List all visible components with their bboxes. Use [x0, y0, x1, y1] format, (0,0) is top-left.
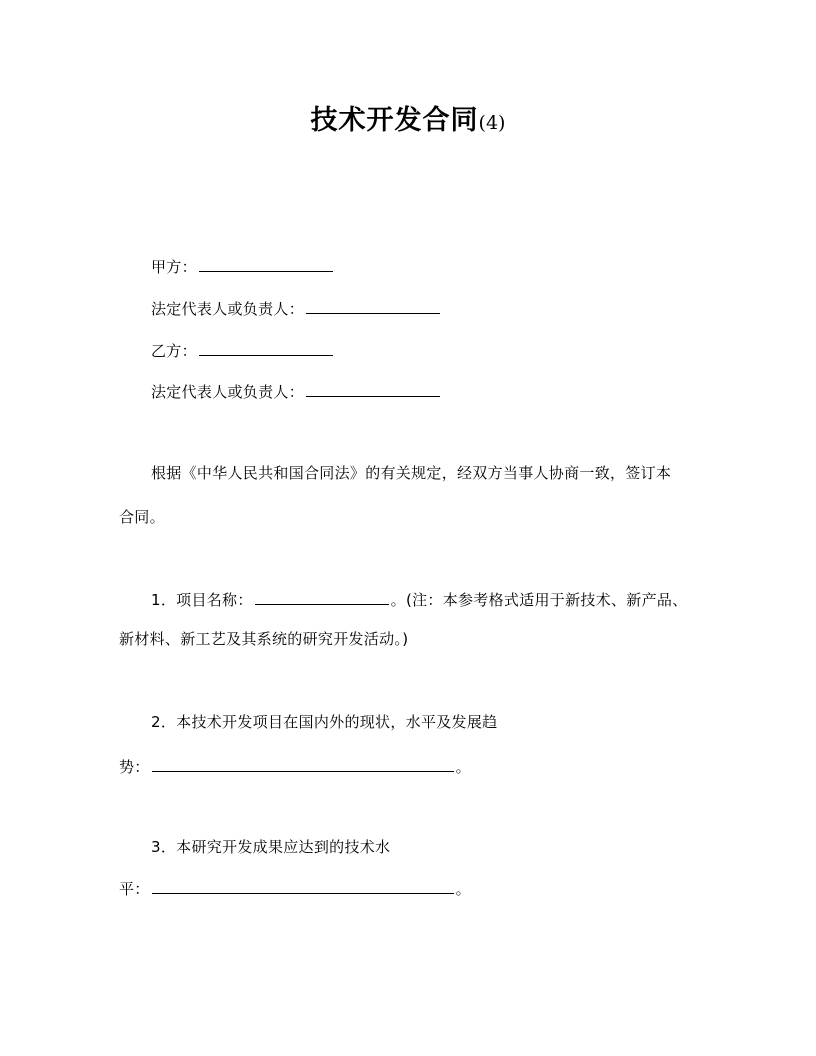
- party-b-rep-line: [151, 381, 442, 401]
- party-b-line: [151, 340, 335, 360]
- item-1-note: 。(注：本参考格式适用于新技术、新产品、: [390, 591, 688, 609]
- party-b-label: 乙方：: [151, 342, 197, 360]
- item-1-line: [151, 589, 688, 609]
- item-3-line-2: [119, 878, 471, 898]
- item-1-line-2: 新材料、新工艺及其系统的研究开发活动。): [119, 630, 409, 648]
- item-1-blank[interactable]: [255, 589, 389, 605]
- preamble-line-2: 合同。: [119, 508, 165, 526]
- item-2-line-2: [119, 756, 471, 776]
- preamble-line-1: 根据《中华人民共和国合同法》的有关规定，经双方当事人协商一致，签订本: [151, 464, 672, 482]
- item-2-suffix: 。: [455, 758, 471, 776]
- party-a-label: 甲方：: [151, 258, 197, 276]
- party-a-line: [151, 256, 335, 276]
- party-b-rep-blank[interactable]: [306, 381, 440, 397]
- party-b-rep-label: 法定代表人或负责人：: [151, 383, 305, 401]
- party-a-rep-blank[interactable]: [306, 298, 440, 314]
- item-3-line-1: 3．本研究开发成果应达到的技术水: [151, 838, 391, 856]
- item-2-line-1: 2．本技术开发项目在国内外的现状，水平及发展趋: [151, 713, 498, 731]
- party-a-rep-line: [151, 298, 442, 318]
- title-suffix: (4): [478, 112, 506, 134]
- party-a-blank[interactable]: [199, 256, 333, 272]
- document-title: [0, 98, 816, 137]
- item-2-blank[interactable]: [152, 756, 454, 772]
- item-3-suffix: 。: [455, 880, 471, 898]
- party-a-rep-label: 法定代表人或负责人：: [151, 300, 305, 318]
- item-2-prefix: 势：: [119, 758, 150, 776]
- item-1-label: 1．项目名称：: [151, 591, 253, 609]
- party-b-blank[interactable]: [199, 340, 333, 356]
- title-text: 技术开发合同: [310, 105, 479, 136]
- item-3-blank[interactable]: [152, 878, 454, 894]
- item-3-prefix: 平：: [119, 880, 150, 898]
